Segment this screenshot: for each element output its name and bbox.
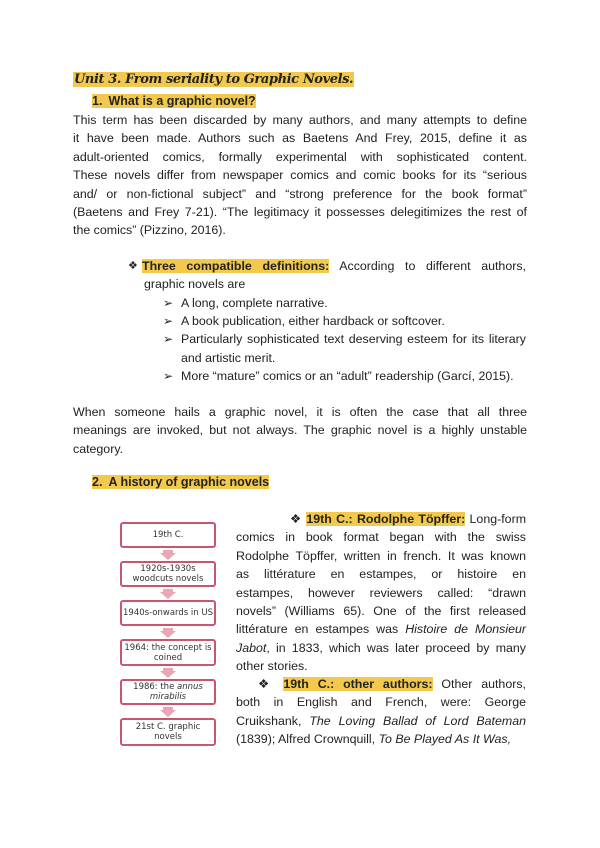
arrow-bullet-icon: ➢ (163, 314, 174, 329)
section-1-title: What is a graphic novel? (108, 94, 256, 108)
diamond-bullet-icon: ❖ (290, 512, 302, 526)
closing-line: category. (73, 441, 124, 456)
down-arrow-icon (160, 550, 176, 560)
section-1-heading (92, 94, 256, 108)
intro-paragraph (73, 111, 527, 240)
definition-item: ➢ A long, complete narrative. (163, 294, 526, 312)
intro-line: the comics” (Pizzino, 2016). (73, 223, 226, 238)
intro-line: This term has been discarded by many authors, and many attempts to define (73, 113, 527, 127)
down-arrow-icon (160, 589, 176, 599)
down-arrow-icon (160, 628, 176, 638)
definition-item: ➢ More “mature” comics or an “adult” readership (Garcí, 2015). (163, 367, 526, 385)
definitions-intro-cont: graphic novels are (144, 277, 246, 292)
definition-item: ➢ A book publication, either hardback or softcover. (163, 312, 526, 330)
timeline-box: 1964: the concept is coined (120, 639, 216, 666)
timeline-box: 1940s-onwards in US (120, 600, 216, 626)
section-1-number: 1. (92, 94, 103, 108)
intro-line: it have been made. Authors such as Baetens And Frey, 2015, define it as (73, 131, 527, 146)
down-arrow-icon (160, 668, 176, 678)
closing-line: When someone hails a graphic novel, it is often the case that all three (73, 405, 527, 419)
section-2-title: A history of graphic novels (108, 475, 270, 489)
down-arrow-icon (160, 707, 176, 717)
closing-paragraph (73, 403, 527, 458)
diamond-bullet-icon: ❖ (258, 677, 275, 691)
other-authors-paragraph: ❖ 19th C.: other authors: Other authors, both in English and French, were: George Cruikshank, The Loving Ballad of Lord Bateman (1839); Alfred Crownquill, To Be Played As It Was, (236, 677, 526, 747)
timeline-box: 21st C. graphic novels (120, 718, 216, 746)
definitions-bullet (128, 257, 526, 293)
definitions-label: Three compatible definitions: (142, 259, 330, 273)
timeline-diagram (108, 515, 228, 755)
definitions-list (163, 294, 526, 385)
arrow-bullet-icon: ➢ (163, 368, 174, 383)
section-2-number: 2. (92, 475, 103, 489)
diamond-bullet-icon: ❖ (128, 260, 138, 272)
arrow-bullet-icon: ➢ (163, 296, 174, 310)
section-2-heading (92, 475, 269, 489)
intro-line: and/ or non-fictional subject” and “strong preference for the book format” (73, 186, 527, 201)
topffer-paragraph: ❖ 19th C.: Rodolphe Töpffer: Long-form comics in book format began with the swiss Rodolphe Töpffer, written in french. It was known as littérature en estampes, or histoire en estampes, however reviewers called: “drawn novels” (Williams 65). One of the first released littérature en estampes was Histoire de Monsieur Jabot, in 1833, which was later proceed by many other stories. (236, 512, 527, 674)
definitions-intro: According to different authors, (329, 259, 526, 273)
topffer-label: 19th C.: Rodolphe Töpffer: (306, 512, 466, 526)
closing-line: meanings are invoked, but not always. The graphic novel is a highly unstable (73, 423, 527, 438)
intro-line: These novels differ from newspaper comics and comic books for its “serious (73, 168, 527, 183)
timeline-box: 1920s-1930s woodcuts novels (120, 561, 216, 587)
intro-line: adult-oriented comics, formally experimental with sophisticated content. (73, 149, 527, 164)
timeline-box: 1986: the annus mirabilis (120, 679, 216, 705)
timeline-box: 19th C. (120, 522, 216, 548)
arrow-bullet-icon: ➢ (163, 332, 174, 347)
unit-title: Unit 3. From seriality to Graphic Novels. (74, 72, 354, 87)
intro-line: (Baetens and Frey 7-21). “The legitimacy it possesses delegitimizes the rest of (73, 205, 527, 220)
definition-item: ➢ Particularly sophisticated text deserving esteem for its literary and artistic merit. (163, 332, 526, 365)
other-authors-label: 19th C.: other authors: (283, 677, 433, 691)
